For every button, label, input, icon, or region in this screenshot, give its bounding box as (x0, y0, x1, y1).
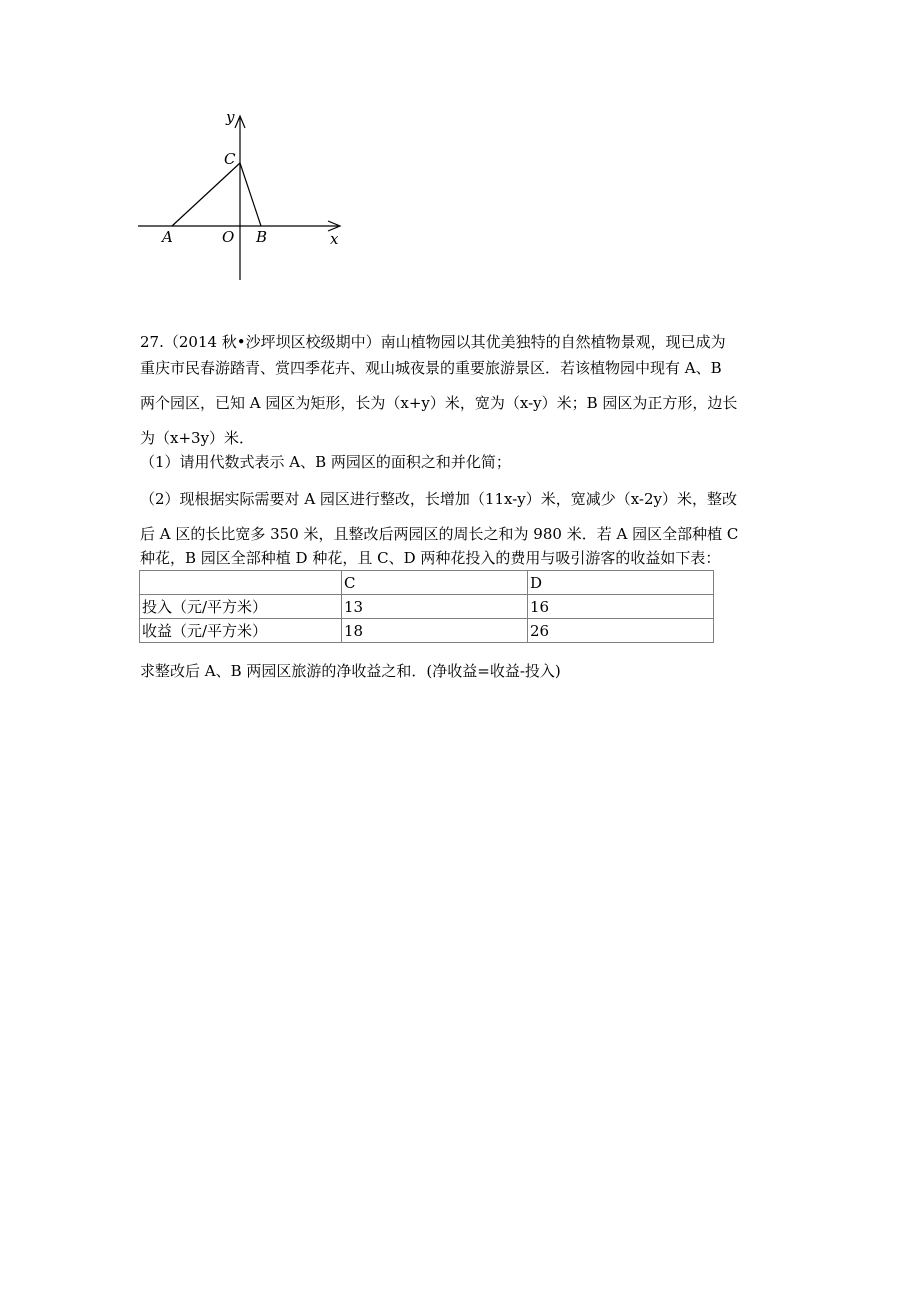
table-row (140, 595, 714, 619)
point-c-label: C (224, 150, 236, 168)
table-row (140, 619, 714, 643)
table-cell: 投入（元/平方米） (140, 595, 342, 619)
problem-part-2-line-2: 后 A 区的长比宽多 350 米，且整改后两园区的周长之和为 980 米．若 A 园区全部种植 C (140, 525, 739, 543)
problem-part-2-line-1: （2）现根据实际需要对 A 园区进行整改，长增加（11x-y）米，宽减少（x-2y）米，整改 (140, 490, 738, 508)
table-cell: 26 (528, 619, 714, 643)
problem-question: 求整改后 A、B 两园区旅游的净收益之和．(净收益=收益-投入) (140, 662, 561, 680)
point-o-label: O (222, 228, 235, 246)
point-b-label: B (256, 228, 268, 246)
table-cell: 13 (342, 595, 528, 619)
coordinate-diagram (130, 100, 350, 290)
table-cell: 16 (528, 595, 714, 619)
table-header-cell: D (528, 571, 714, 595)
problem-part-1: （1）请用代数式表示 A、B 两园区的面积之和并化简； (140, 453, 511, 471)
problem-intro-line-2: 重庆市民春游踏青、赏四季花卉、观山城夜景的重要旅游景区．若该植物园中现有 A、B (140, 359, 722, 377)
triangle-figure (130, 100, 350, 290)
segment-ac (172, 163, 240, 226)
table-header-cell (140, 571, 342, 595)
y-axis-label: y (226, 108, 235, 126)
problem-intro-line-3: 两个园区，已知 A 园区为矩形，长为（x+y）米，宽为（x-y）米；B 园区为正方形，边长 (140, 394, 738, 412)
x-axis-label: x (330, 230, 339, 248)
problem-part-2-line-3: 种花，B 园区全部种植 D 种花，且 C、D 两种花投入的费用与吸引游客的收益如下表： (140, 549, 721, 567)
cost-revenue-table (139, 570, 714, 643)
table-cell: 收益（元/平方米） (140, 619, 342, 643)
table-header-row (140, 571, 714, 595)
table-cell: 18 (342, 619, 528, 643)
problem-intro-line-4: 为（x+3y）米． (140, 429, 255, 447)
segment-cb (240, 163, 261, 226)
point-a-label: A (162, 228, 173, 246)
problem-intro-line-1: 27.（2014 秋•沙坪坝区校级期中）南山植物园以其优美独特的自然植物景观，现已成为 (140, 333, 726, 351)
table-header-cell: C (342, 571, 528, 595)
